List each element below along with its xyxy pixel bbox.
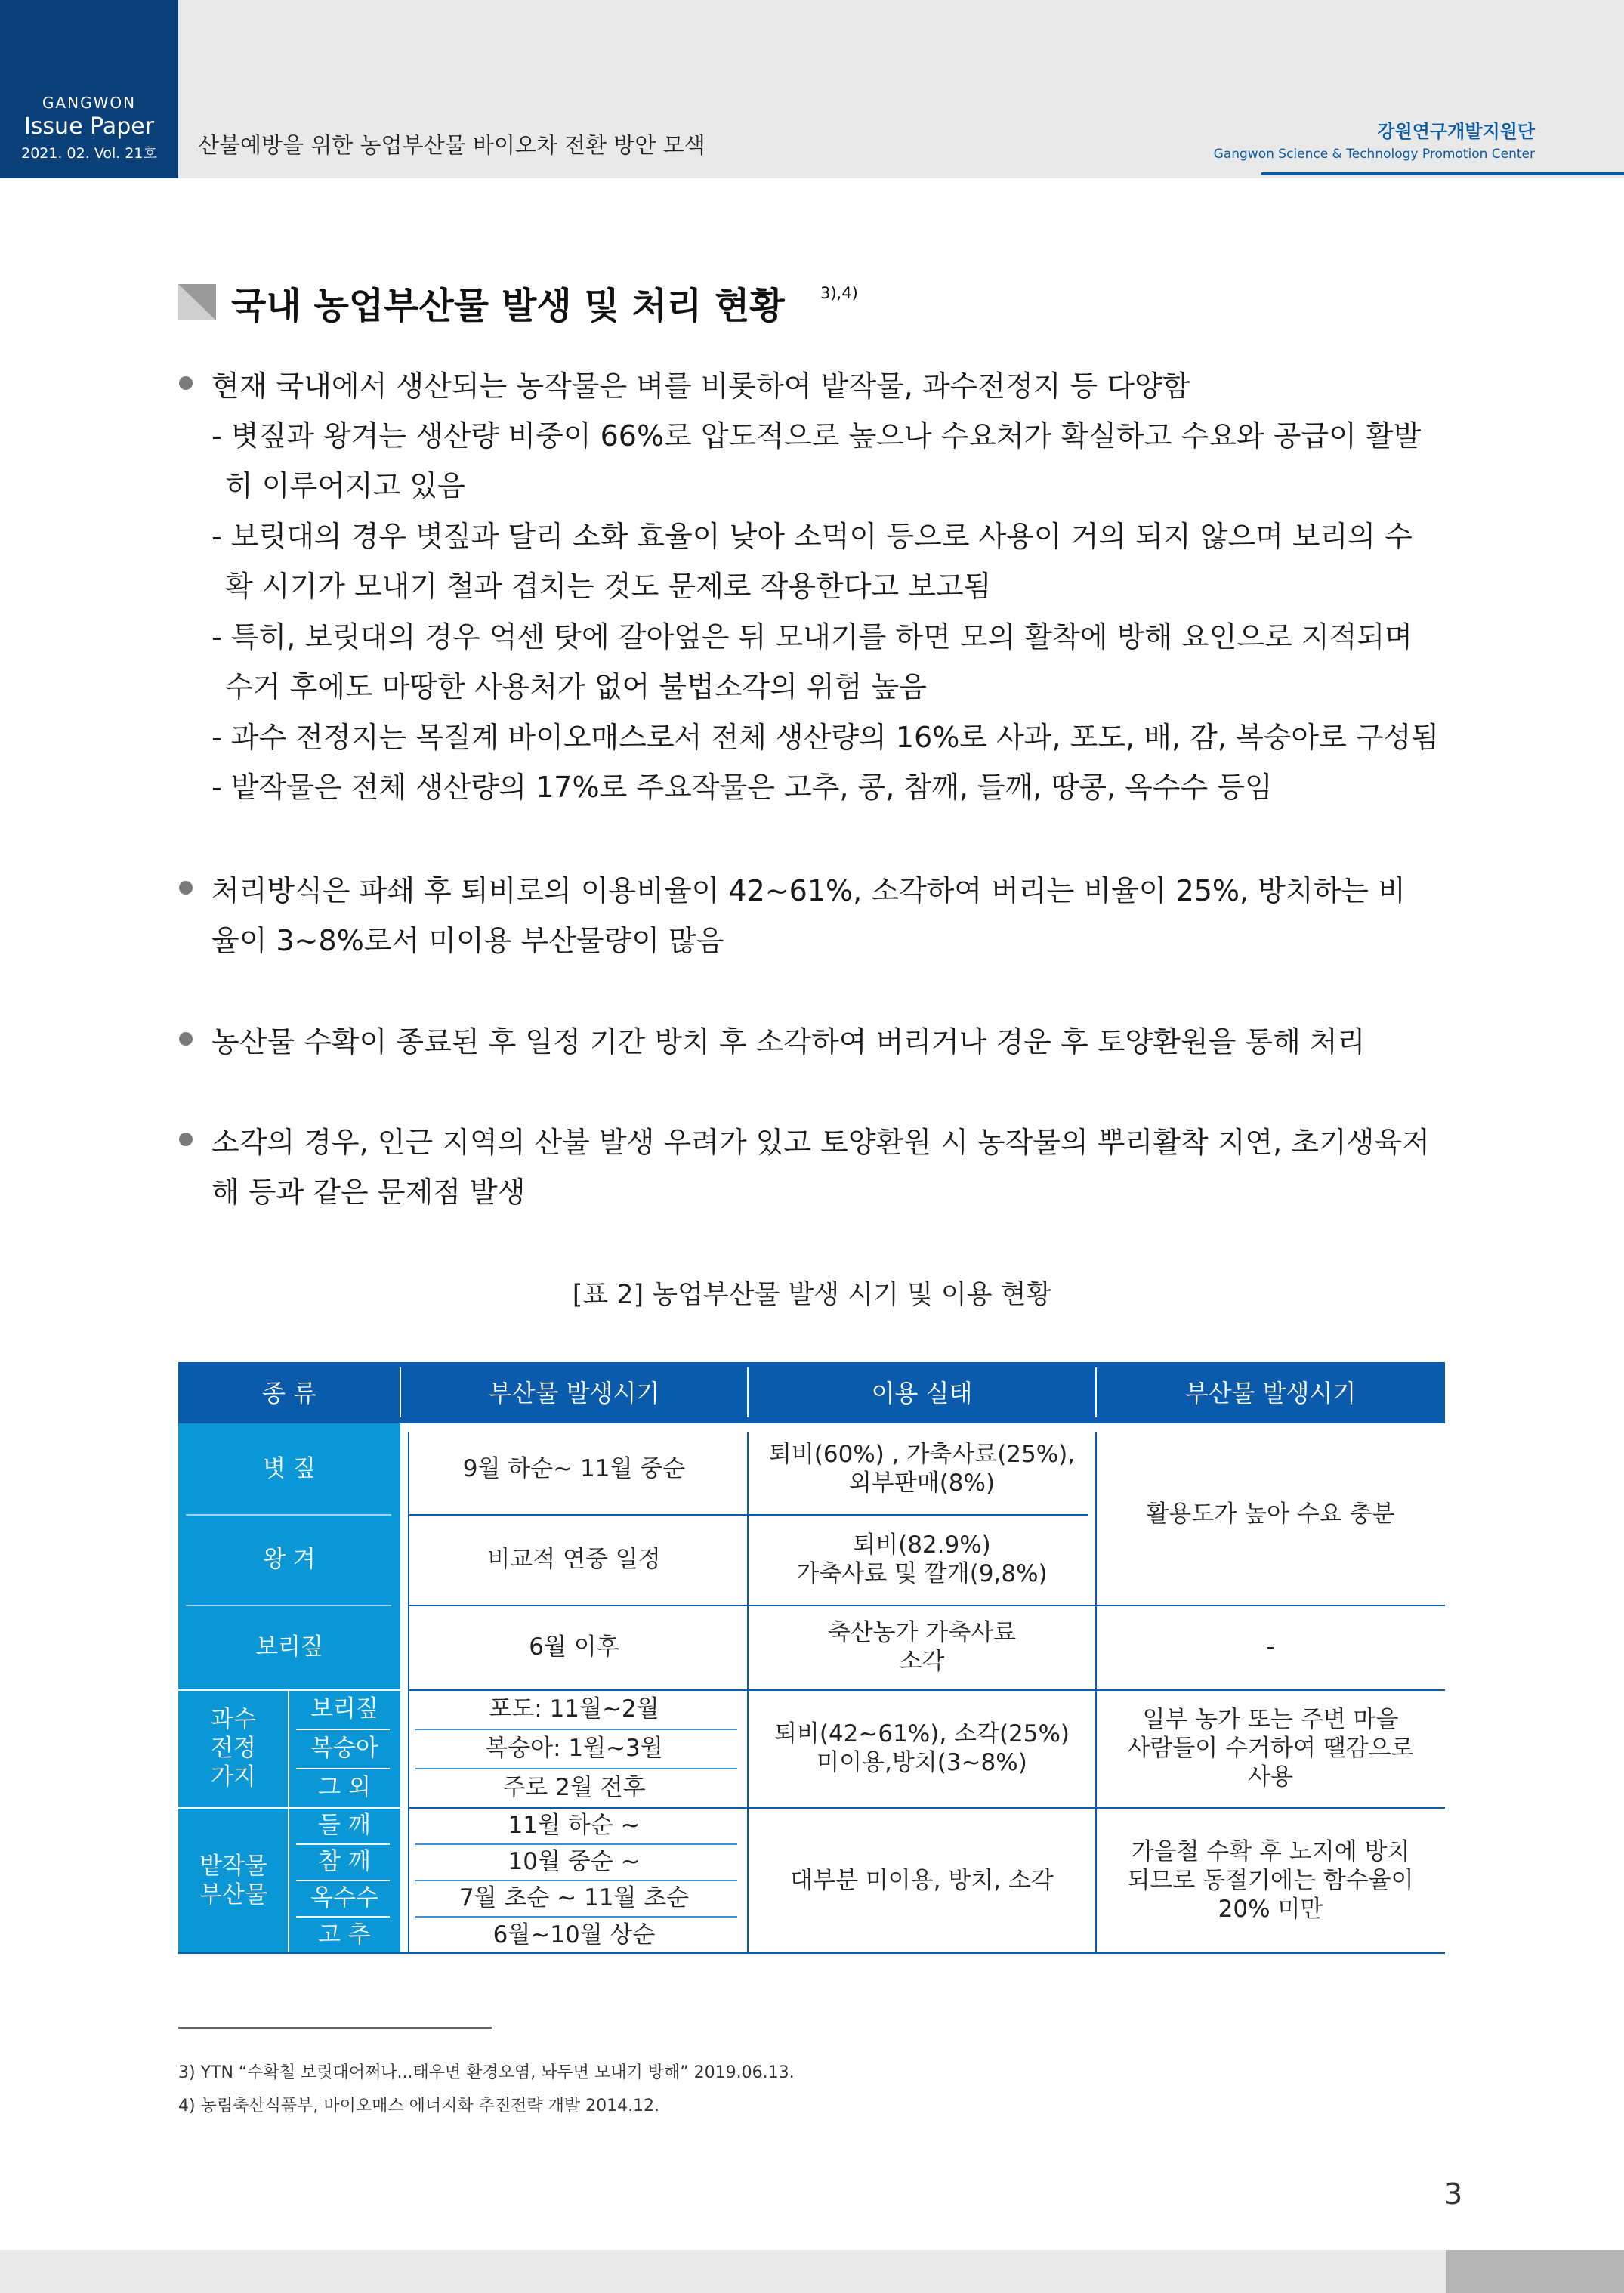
table-divider xyxy=(415,1843,737,1845)
category-cell: 왕 겨 xyxy=(178,1514,400,1605)
issue-paper-logo xyxy=(0,0,178,178)
time-cell: 비교적 연중 일정 xyxy=(400,1514,748,1605)
time-cell: 11월 하순 ~ xyxy=(400,1807,748,1843)
bullet-dot xyxy=(179,1032,193,1046)
subcategory-cell: 옥수수 xyxy=(289,1880,400,1916)
time-cell: 포도: 11월~2월 xyxy=(400,1689,748,1729)
body-line: 수거 후에도 마땅한 사용처가 없어 불법소각의 위험 높음 xyxy=(225,670,927,703)
note-cell: 가을철 수확 후 노지에 방치 되므로 동절기에는 함수율이 20% 미만 xyxy=(1096,1807,1445,1954)
table-divider xyxy=(415,1768,737,1769)
table-divider xyxy=(296,1768,390,1769)
time-cell: 6월~10월 상순 xyxy=(400,1916,748,1954)
time-cell: 복숭아: 1월~3월 xyxy=(400,1729,748,1768)
table-divider xyxy=(288,1689,289,1954)
bullet-dot xyxy=(179,881,193,895)
body-line: 율이 3~8%로서 미이용 부산물량이 많음 xyxy=(211,924,724,957)
category-cell: 보리짚 xyxy=(178,1605,400,1689)
table-header-cell: 부산물 발생시기 xyxy=(400,1362,748,1423)
body-line: 처리방식은 파쇄 후 퇴비로의 이용비율이 42~61%, 소각하여 버리는 비율이 25%, 방치하는 비 xyxy=(211,874,1406,907)
time-cell: 9월 하순~ 11월 중순 xyxy=(400,1423,748,1514)
header-org-ko: 강원연구개발지원단 xyxy=(1377,121,1535,142)
section-title: 국내 농업부산물 발생 및 처리 현황 xyxy=(231,285,785,327)
body-line: 현재 국내에서 생산되는 농작물은 벼를 비롯하여 밭작물, 과수전정지 등 다양함 xyxy=(211,369,1190,403)
time-cell: 7월 초순 ~ 11월 초순 xyxy=(400,1880,748,1916)
table-divider xyxy=(186,1514,391,1516)
body-line: 해 등과 같은 문제점 발생 xyxy=(211,1176,526,1209)
table-divider xyxy=(1095,1432,1097,1954)
bullet-dot xyxy=(179,376,193,390)
usage-cell: 대부분 미이용, 방치, 소각 xyxy=(748,1807,1096,1954)
body-line: 히 이루어지고 있음 xyxy=(225,469,465,502)
footer-accent xyxy=(1446,2250,1624,2293)
time-cell: 6월 이후 xyxy=(400,1605,748,1689)
table-bottom-border xyxy=(178,1952,1445,1954)
table-divider xyxy=(415,1729,737,1730)
note-cell: 일부 농가 또는 주변 마을 사람들이 수거하여 땔감으로 사용 xyxy=(1096,1689,1445,1807)
page-number: 3 xyxy=(1444,2177,1463,2211)
table-divider xyxy=(178,1689,400,1691)
body-line: 확 시기가 모내기 철과 겹치는 것도 문제로 작용한다고 보고됨 xyxy=(225,570,992,603)
table-divider xyxy=(408,1689,1445,1691)
table-divider xyxy=(400,1367,401,1417)
note-cell: 활용도가 높아 수요 충분 xyxy=(1096,1423,1445,1605)
table-divider xyxy=(747,1367,749,1417)
time-cell: 주로 2월 전후 xyxy=(400,1768,748,1807)
category-cell: 밭작물 부산물 xyxy=(178,1807,289,1954)
brand-line3: 2021. 02. Vol. 21호 xyxy=(21,145,157,162)
subcategory-cell: 고 추 xyxy=(289,1916,400,1954)
usage-cell: 퇴비(42~61%), 소각(25%) 미이용,방치(3~8%) xyxy=(748,1689,1096,1807)
body-line: 소각의 경우, 인근 지역의 산불 발생 우려가 있고 토양환원 시 농작물의 뿌리활착 지연, 초기생육저 xyxy=(211,1126,1430,1159)
header-accent-line xyxy=(1261,172,1624,175)
footer-bar xyxy=(0,2250,1624,2293)
time-cell: 10월 중순 ~ xyxy=(400,1843,748,1880)
header-org-en: Gangwon Science & Technology Promotion Center xyxy=(1213,147,1535,162)
table-divider xyxy=(1095,1367,1097,1417)
category-cell: 볏 짚 xyxy=(178,1423,400,1514)
table-header-cell: 종 류 xyxy=(178,1362,400,1423)
usage-cell: 축산농가 가축사료 소각 xyxy=(748,1605,1096,1689)
table-divider xyxy=(186,1605,391,1606)
table-divider xyxy=(178,1807,400,1809)
header-title: 산불예방을 위한 농업부산물 바이오차 전환 방안 모색 xyxy=(198,132,705,158)
subcategory-cell: 복숭아 xyxy=(289,1729,400,1768)
table-divider xyxy=(415,1880,737,1881)
brand-line2: Issue Paper xyxy=(23,113,155,140)
subcategory-cell: 참 깨 xyxy=(289,1843,400,1880)
table-divider xyxy=(296,1729,390,1730)
table-caption: [표 2] 농업부산물 발생 시기 및 이용 현황 xyxy=(572,1280,1052,1310)
table-header-cell: 부산물 발생시기 xyxy=(1096,1362,1445,1423)
table-divider xyxy=(408,1605,1445,1606)
body-line: - 보릿대의 경우 볏짚과 달리 소화 효율이 낮아 소먹이 등으로 사용이 거의 되지 않으며 보리의 수 xyxy=(211,520,1413,553)
table-divider xyxy=(408,1432,409,1954)
footnote-separator xyxy=(178,2027,492,2029)
note-cell: - xyxy=(1096,1605,1445,1689)
table-divider xyxy=(296,1916,390,1918)
table-divider xyxy=(296,1843,390,1845)
body-line: - 밭작물은 전체 생산량의 17%로 주요작물은 고추, 콩, 참깨, 들깨, 땅콩, 옥수수 등임 xyxy=(211,771,1273,804)
section-footnote-ref: 3),4) xyxy=(820,284,858,302)
body-line: 농산물 수확이 종료된 후 일정 기간 방치 후 소각하여 버리거나 경운 후 토양환원을 통해 처리 xyxy=(211,1025,1366,1058)
body-line: - 과수 전정지는 목질계 바이오매스로서 전체 생산량의 16%로 사과, 포도, 배, 감, 복숭아로 구성됨 xyxy=(211,721,1440,754)
table-divider xyxy=(747,1432,749,1954)
subcategory-cell: 들 깨 xyxy=(289,1807,400,1843)
table-header-cell: 이용 실태 xyxy=(748,1362,1096,1423)
section-square-icon xyxy=(178,284,216,320)
footnote: 4) 농림축산식품부, 바이오매스 에너지화 추진전략 개발 2014.12. xyxy=(178,2097,660,2115)
usage-cell: 퇴비(60%) , 가축사료(25%), 외부판매(8%) xyxy=(748,1423,1096,1514)
bullet-dot xyxy=(179,1133,193,1146)
table-divider xyxy=(296,1880,390,1881)
subcategory-cell: 그 외 xyxy=(289,1768,400,1807)
table-divider xyxy=(408,1807,1445,1809)
table-divider xyxy=(408,1514,1088,1516)
body-line: - 특히, 보릿대의 경우 억센 탓에 갈아엎은 뒤 모내기를 하면 모의 활착에 방해 요인으로 지적되며 xyxy=(211,620,1413,654)
subcategory-cell: 보리짚 xyxy=(289,1689,400,1729)
brand-line1: GANGWON xyxy=(42,94,137,112)
body-line: - 볏짚과 왕겨는 생산량 비중이 66%로 압도적으로 높으나 수요처가 확실하고 수요와 공급이 활발 xyxy=(211,419,1422,453)
footnote: 3) YTN “수확철 보릿대어쩌나...태우면 환경오염, 놔두면 모내기 방해” 2019.06.13. xyxy=(178,2063,795,2082)
table-divider xyxy=(415,1916,737,1918)
category-cell: 과수 전정 가지 xyxy=(178,1689,289,1807)
usage-cell: 퇴비(82.9%) 가축사료 및 깔개(9,8%) xyxy=(748,1514,1096,1605)
